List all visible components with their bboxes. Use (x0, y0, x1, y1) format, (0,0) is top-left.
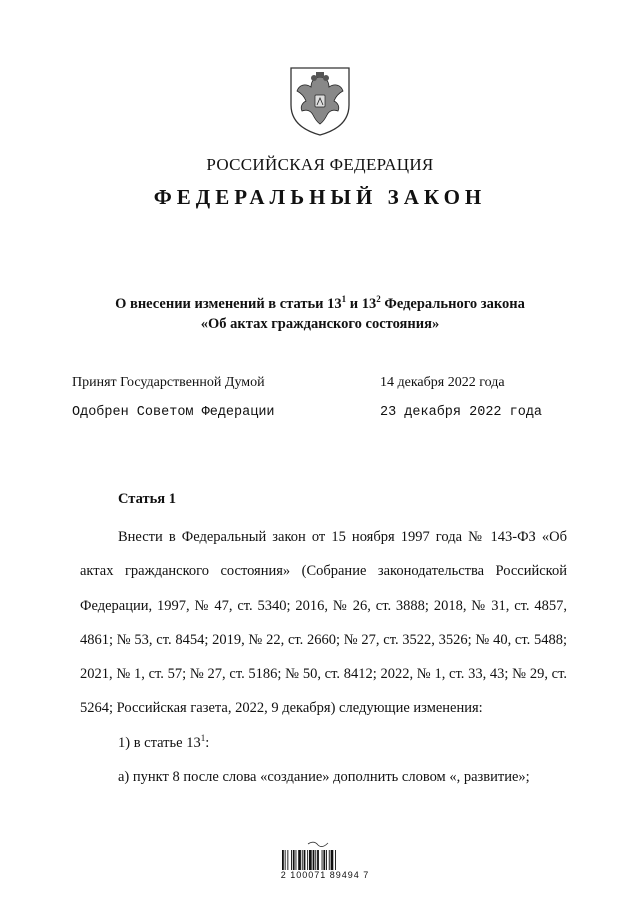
duma-adoption-date: 14 декабря 2022 года (380, 375, 505, 390)
item-text: 1) в статье 13 (118, 734, 201, 751)
law-subject (60, 289, 580, 334)
article-item-1 (80, 726, 567, 760)
council-approval-date: 23 декабря 2022 года (380, 405, 543, 420)
article-body (80, 520, 567, 794)
law-type-title: ФЕДЕРАЛЬНЫЙ ЗАКОН (153, 185, 487, 209)
superscript: 1 (200, 732, 206, 743)
barcode-number: 2 100071 89494 7 (280, 870, 370, 880)
superscript: 1 (341, 294, 347, 304)
article-item-1a: а) пункт 8 после слова «создание» дополнить словом «, развитие»; (118, 769, 530, 786)
coat-of-arms-emblem (287, 65, 353, 137)
subject-law-name: «Об актах гражданского состояния» (200, 315, 440, 332)
article-paragraph: Внести в Федеральный закон от 15 ноября 1997 года № 143-ФЗ «Об актах гражданского состояния» (Собрание законодательства Российской Федерации, 1997, № 47, ст. 5340; 2016, № 26, ст. 3888; 2018, № 31, ст. 4857, 4861; № 53, ст. 8454; 2019, № 22, ст. 2660; № 27, ст. 3522, 3526; № 40, ст. 5488; 2021, № 1, ст. 57; № 27, ст. 5186; № 50, ст. 8412; 2022, № 1, ст. 33, 43; № 29, ст. 5264; Российская газета, 2022, 9 декабря) следующие изменения: (80, 529, 567, 717)
subject-text-part: О внесении изменений в статьи 13 (115, 295, 342, 312)
subject-text-part: Федерального закона (380, 295, 525, 312)
item-text: : (205, 734, 210, 751)
superscript: 2 (376, 294, 381, 304)
council-approval-label: Одобрен Советом Федерации (72, 405, 275, 420)
subject-text-part: и 13 (346, 295, 377, 312)
article-title: Статья 1 (118, 491, 176, 507)
duma-adoption-label: Принят Государственной Думой (72, 375, 265, 390)
country-name: РОССИЙСКАЯ ФЕДЕРАЦИЯ (206, 155, 434, 174)
